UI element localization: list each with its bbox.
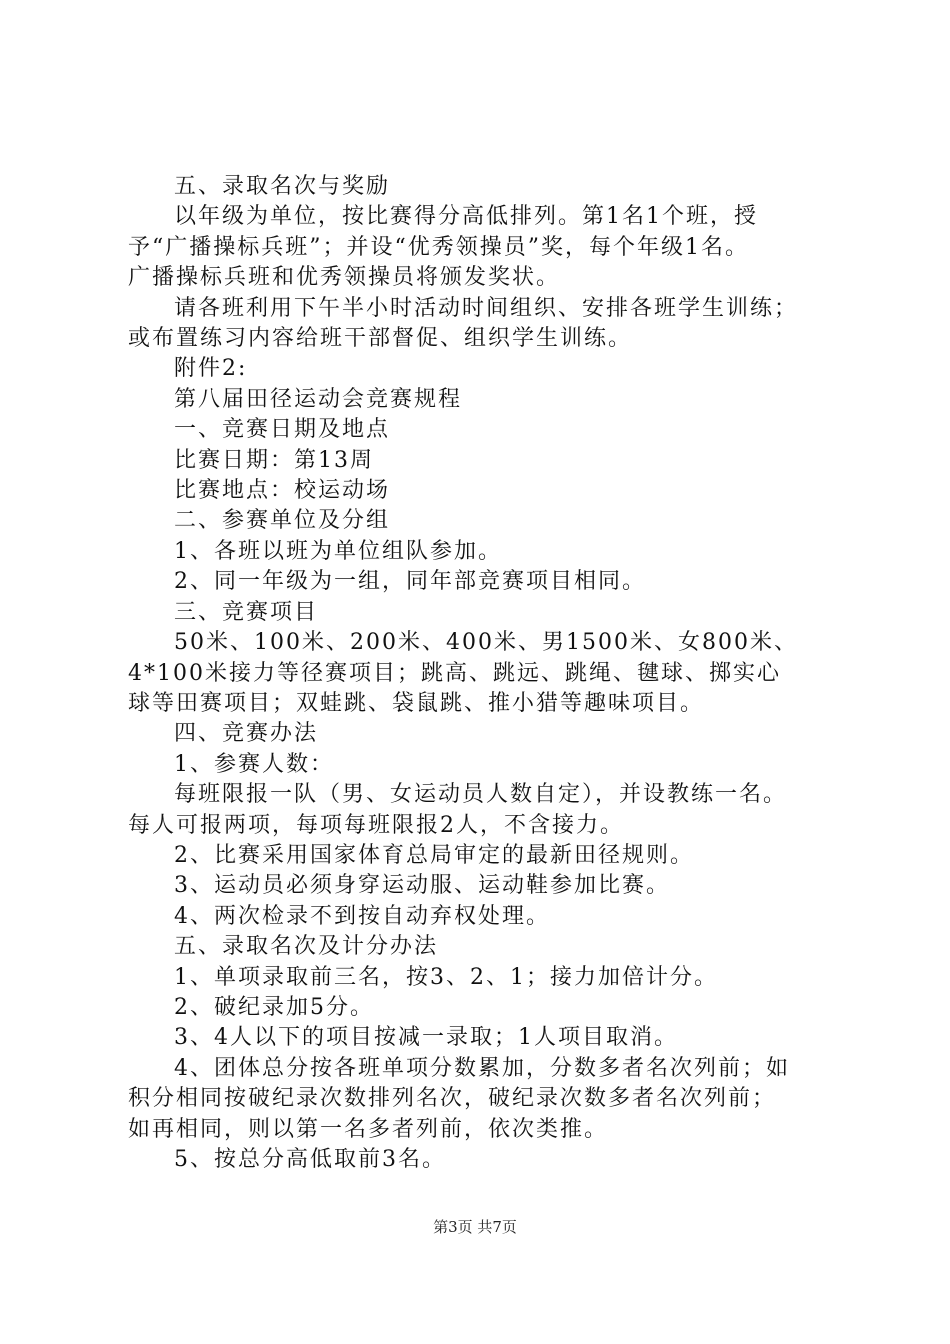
- text-line: 5、按总分高低取前3名。: [174, 1147, 446, 1172]
- text-line: 四、竞赛办法: [174, 721, 319, 747]
- text-line: 3、运动员必须身穿运动服、运动鞋参加比赛。: [174, 873, 670, 899]
- text-line: 2、同一年级为一组，同年部竞赛项目相同。: [174, 569, 646, 595]
- text-line: 以年级为单位，按比赛得分高低排列。第1名1个班，授: [174, 204, 758, 230]
- document-body: [128, 172, 848, 1175]
- text-line: 二、参赛单位及分组: [174, 508, 391, 534]
- text-line: 或布置练习内容给班干部督促、组织学生训练。: [128, 326, 633, 352]
- text-line: 予“广播操标兵班”；并设“优秀领操员”奖，每个年级1名。: [128, 234, 749, 260]
- page-footer: 第3页 共7页: [433, 1218, 517, 1236]
- text-line: 第八届田径运动会竞赛规程: [174, 386, 463, 412]
- text-line: 4、团体总分按各班单项分数累加，分数多者名次列前；如: [174, 1055, 790, 1081]
- text-line: 50米、100米、200米、400米、男1500米、女800米、: [174, 630, 798, 656]
- text-line: 比赛日期：第13周: [174, 447, 374, 473]
- text-line: 每人可报两项，每项每班限报2人，不含接力。: [128, 812, 624, 838]
- text-line: 如再相同，则以第一名多者列前，依次类推。: [128, 1116, 609, 1142]
- text-line: 球等田赛项目；双蛙跳、袋鼠跳、推小猎等趣味项目。: [128, 690, 705, 716]
- text-line: 五、录取名次与奖励: [174, 174, 391, 199]
- text-line: 比赛地点：校运动场: [174, 478, 391, 504]
- text-line: 广播操标兵班和优秀领操员将颁发奖状。: [128, 265, 561, 291]
- text-line: 附件2:: [174, 356, 248, 382]
- text-line: 请各班利用下午半小时活动时间组织、安排各班学生训练；: [174, 295, 799, 321]
- text-line: 五、录取名次及计分办法: [174, 934, 439, 960]
- text-line: 2、破纪录加5分。: [174, 994, 374, 1020]
- text-line: 4*100米接力等径赛项目；跳高、跳远、跳绳、毽球、掷实心: [128, 660, 781, 686]
- text-line: 3、4人以下的项目按减一录取；1人项目取消。: [174, 1025, 678, 1051]
- text-line: 三、竞赛项目: [174, 599, 319, 625]
- text-line: 积分相同按破纪录次数排列名次，破纪录次数多者名次列前；: [128, 1086, 777, 1112]
- text-line: 每班限报一队（男、女运动员人数自定），并设教练一名。: [174, 782, 788, 808]
- text-line: 1、各班以班为单位组队参加。: [174, 538, 502, 564]
- text-line: 一、竞赛日期及地点: [174, 417, 391, 443]
- text-line: 4、两次检录不到按自动弃权处理。: [174, 903, 550, 929]
- text-line: 2、比赛采用国家体育总局审定的最新田径规则。: [174, 842, 694, 868]
- text-line: 1、单项录取前三名，按3、2、1；接力加倍计分。: [174, 964, 718, 990]
- text-line: 1、参赛人数：: [174, 751, 334, 777]
